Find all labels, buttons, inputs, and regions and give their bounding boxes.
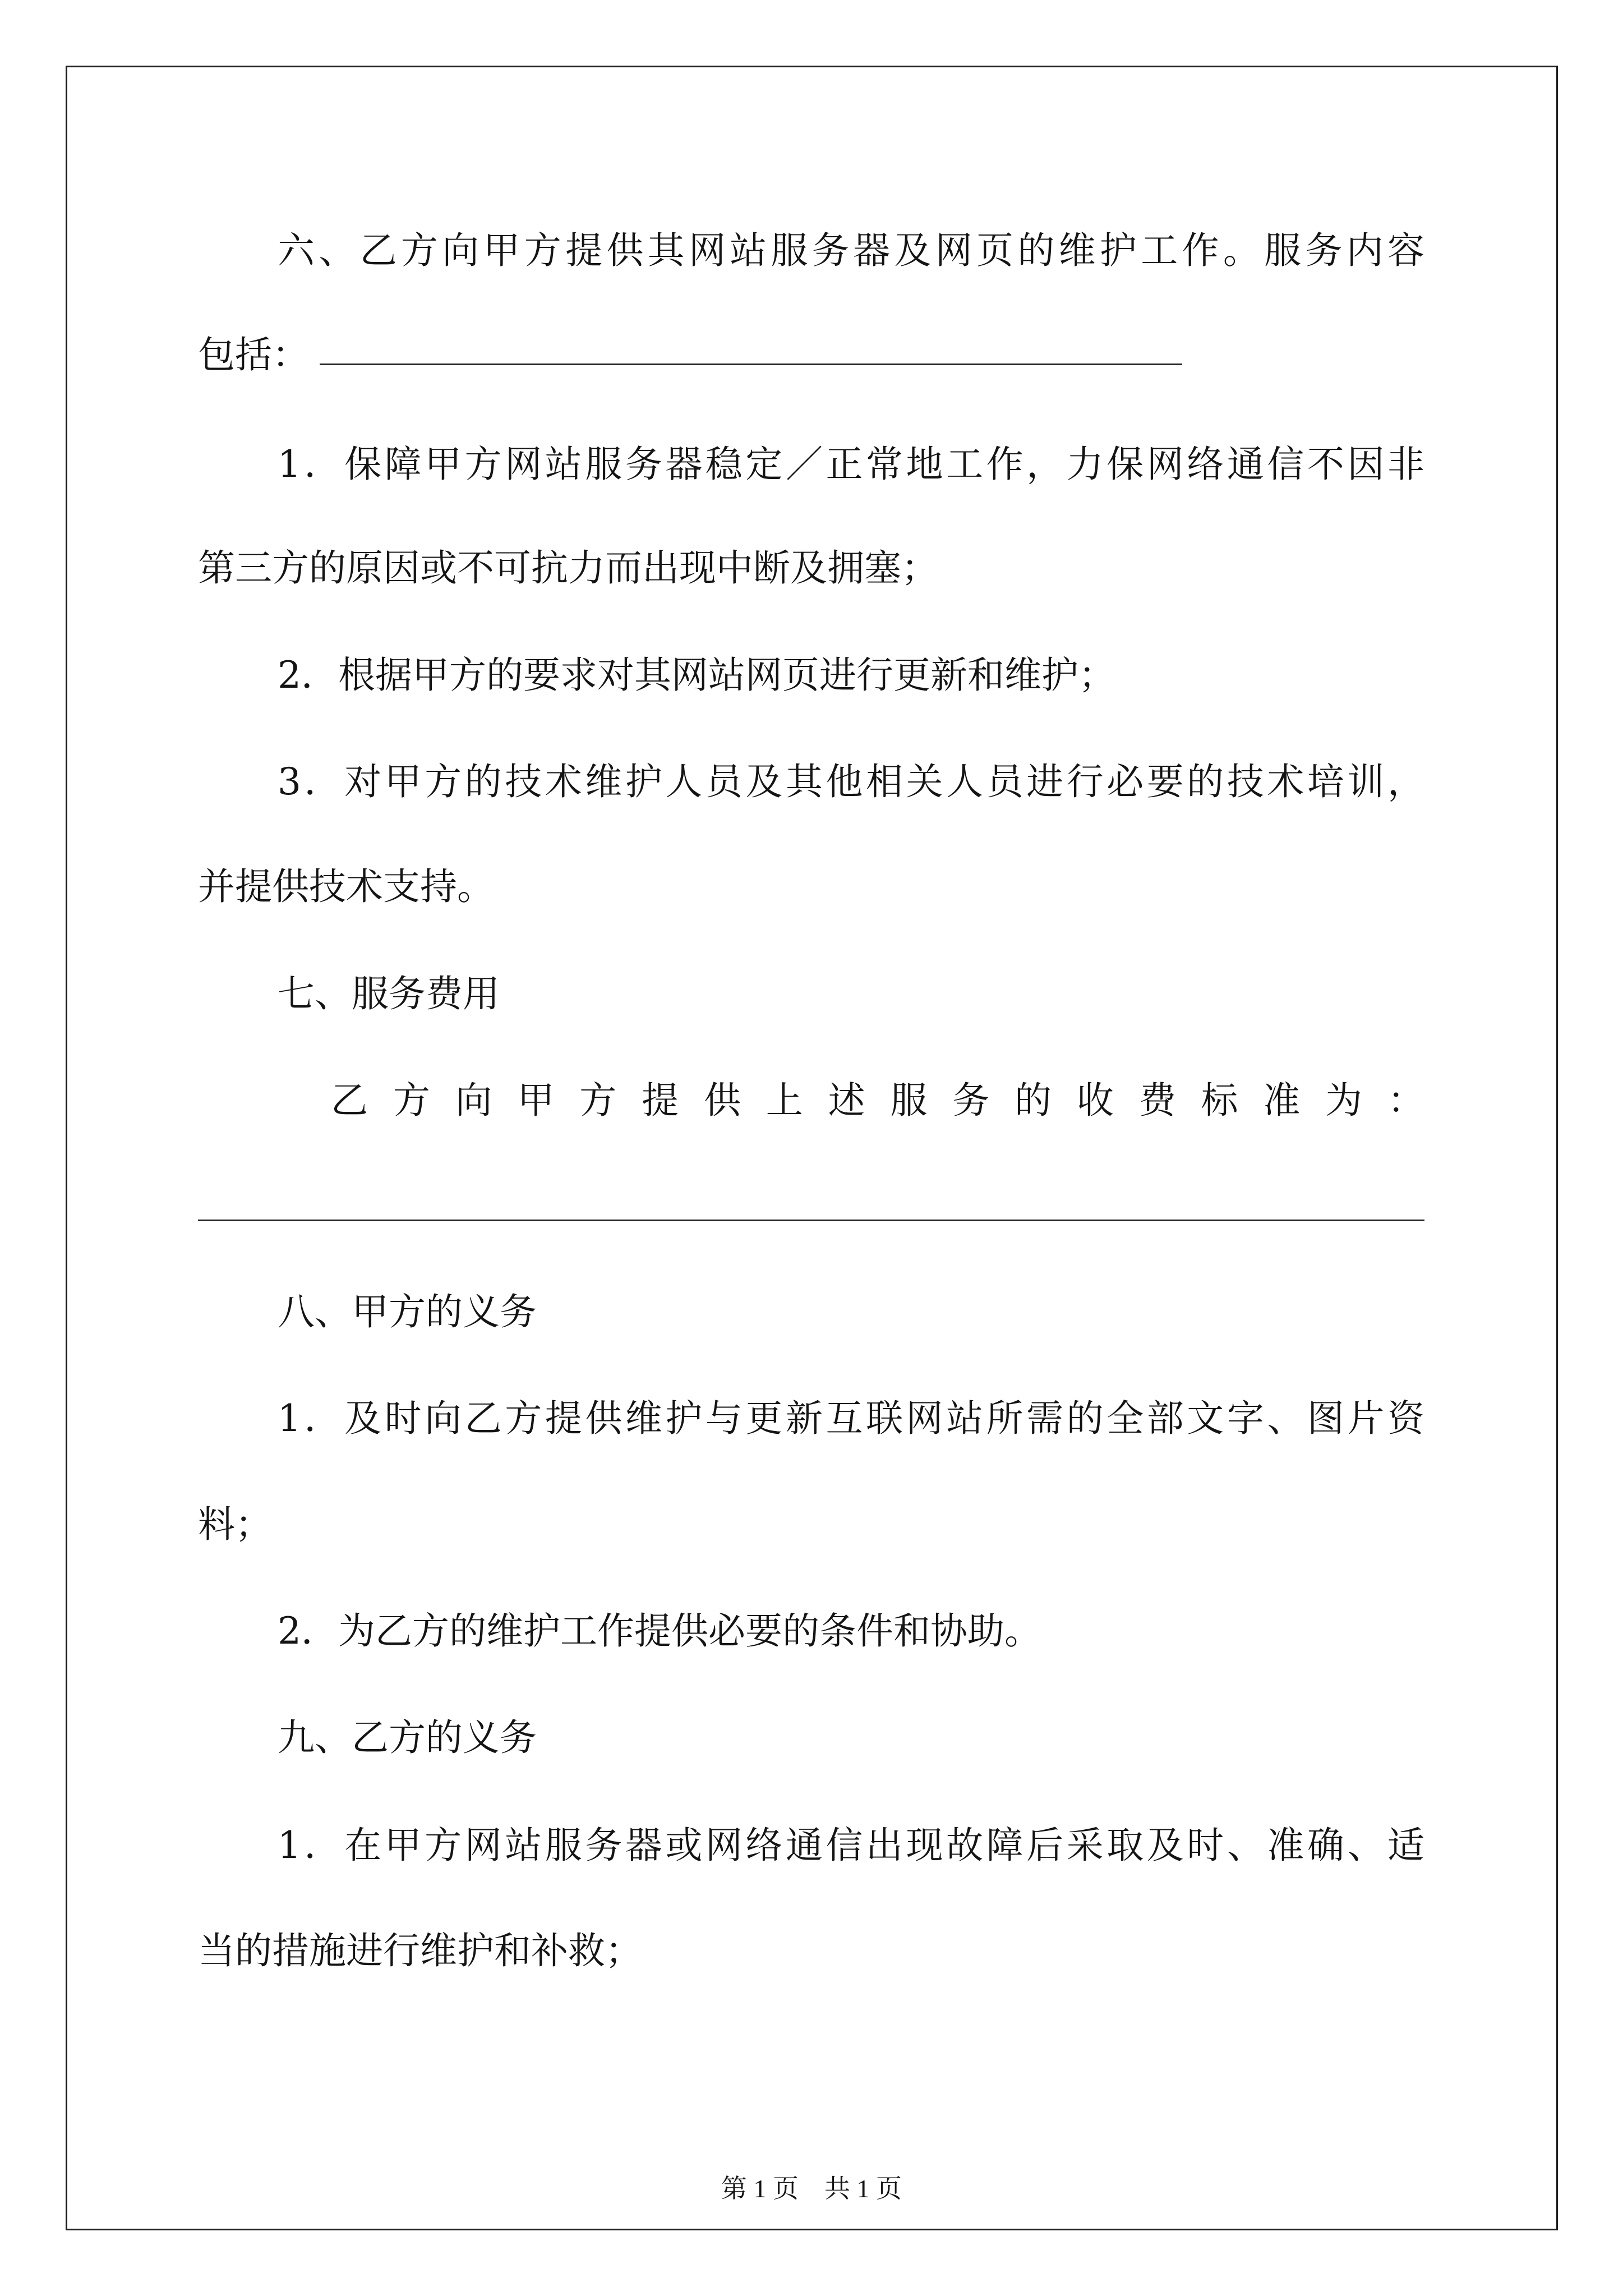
clause-8-item-1: 1．及时向乙方提供维护与更新互联网站所需的全部文字、图片资 bbox=[278, 1397, 1424, 1440]
clause-7-fee-standard: 乙方向甲方提供上述服务的收费标准为： bbox=[331, 1079, 1424, 1122]
clause-6-item-1-continuation: 第三方的原因或不可抗力而出现中断及拥塞； bbox=[198, 546, 938, 590]
page-border bbox=[66, 66, 1558, 2230]
fill-in-blank-fee-standard[interactable] bbox=[198, 1220, 1424, 1221]
clause-8-item-1-continuation: 料； bbox=[198, 1503, 272, 1546]
clause-6-continuation: 包括： bbox=[198, 333, 309, 376]
clause-8-item-2: 2．为乙方的维护工作提供必要的条件和协助。 bbox=[278, 1609, 1041, 1653]
clause-9-item-1: 1．在甲方网站服务器或网络通信出现故障后采取及时、准确、适 bbox=[278, 1824, 1424, 1867]
clause-7-heading: 七、服务费用 bbox=[278, 972, 500, 1015]
clause-8-heading: 八、甲方的义务 bbox=[278, 1290, 537, 1333]
page-number-footer: 第 1 页 共 1 页 bbox=[721, 2174, 902, 2203]
clause-6-item-3-continuation: 并提供技术支持。 bbox=[198, 865, 494, 908]
clause-9-heading: 九、乙方的义务 bbox=[278, 1716, 537, 1759]
clause-6-item-1: 1．保障甲方网站服务器稳定／正常地工作，力保网络通信不因非 bbox=[278, 443, 1424, 486]
fill-in-blank-service-content[interactable] bbox=[320, 364, 1182, 365]
clause-6-item-2: 2．根据甲方的要求对其网站网页进行更新和维护； bbox=[278, 654, 1115, 697]
clause-6-item-3: 3．对甲方的技术维护人员及其他相关人员进行必要的技术培训， bbox=[278, 760, 1424, 803]
clause-9-item-1-continuation: 当的措施进行维护和补救； bbox=[198, 1929, 642, 1972]
clause-6-heading: 六、乙方向甲方提供其网站服务器及网页的维护工作。服务内容 bbox=[278, 229, 1424, 272]
